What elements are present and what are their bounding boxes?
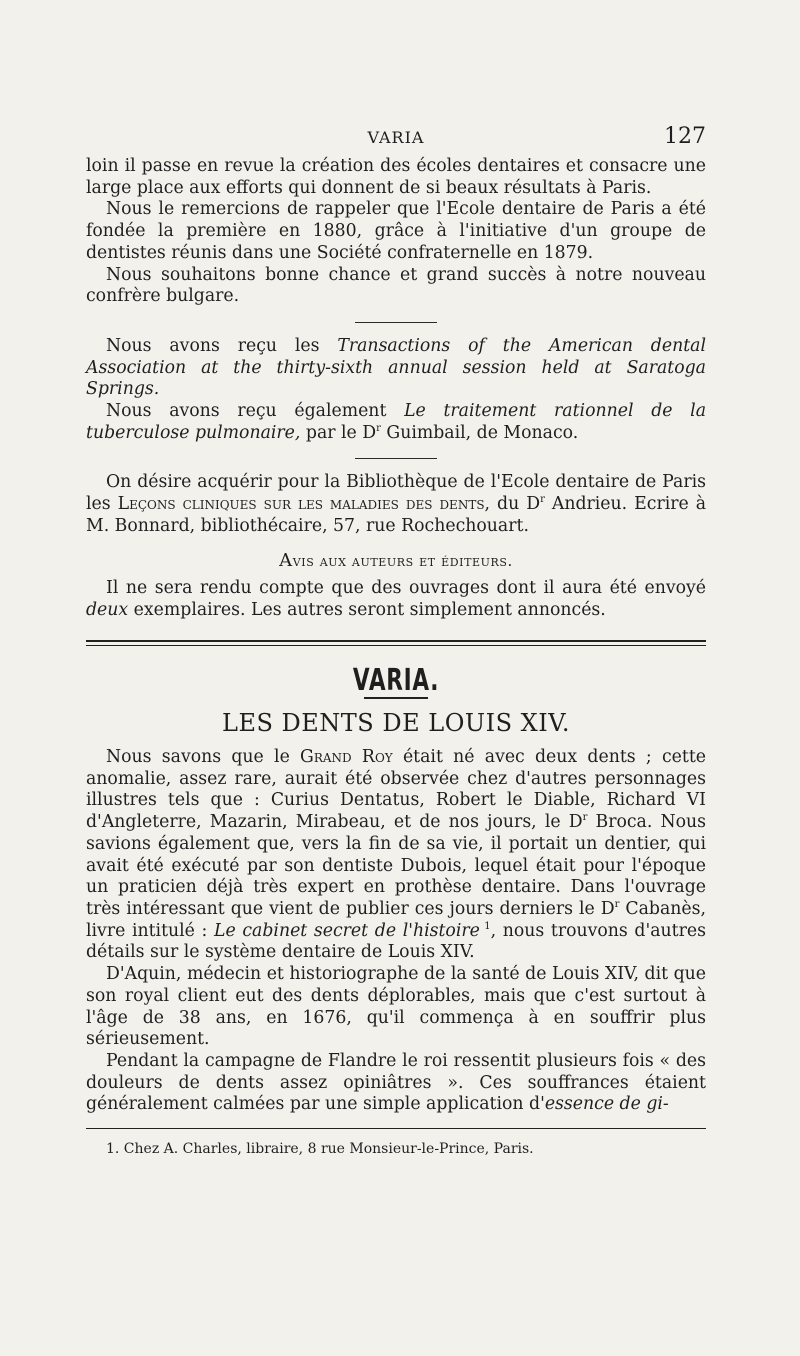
footnote-rule [86,1128,706,1129]
paragraph: On désire acquérir pour la Bibliothèque de l'Ecole dentaire de Paris les Leçons cliniques sur les maladies des dents, du $D^r$ Andrieu. Ecrire à M. Bonnard, bibliothécaire, 57, rue Rochechouart. [86,472,707,536]
separator-rule [355,458,437,459]
paragraph: Il ne sera rendu compte que des ouvrages dont il aura été envoyé deux exemplaires. Les autres seront simplement annoncés. [86,578,706,620]
title-underline [364,697,428,699]
paragraph: loin il passe en revue la création des écoles dentaires et consacre une large place aux efforts qui donnent de si beaux résultats à Paris. [86,156,706,198]
paragraph: Nous avons reçu également Le traitement rationnel de la tuberculose pulmonaire, par le $D^r$ Guimbail, de Monaco. [86,401,706,443]
section-title: VARIA. [352,662,440,698]
running-title: VARIA [367,128,425,147]
paragraph: Nous souhaitons bonne chance et grand succès à notre nouveau confrère bulgare. [86,264,706,307]
footnote: 1. Chez A. Charles, libraire, 8 rue Monsieur-le-Prince, Paris. [106,1141,534,1158]
paragraph: Nous le remercions de rappeler que l'Ecole dentaire de Paris a été fondée la première en 1880, grâce à l'initiative d'un groupe de dentistes réunis dans une Société confraternelle en 1879. [86,199,706,263]
article-title: LES DENTS DE LOUIS XIV. [222,709,570,738]
paragraph: Pendant la campagne de Flandre le roi ressentit plusieurs fois « des douleurs de dents assez opiniâtres ». Ces souffrances étaient généralement calmées par une simple application d'essence de gi- [86,1050,706,1115]
paragraph: D'Aquin, médecin et historiographe de la santé de Louis XIV, dit que son royal client eut des dents déplorables, mais que c'est surtout à l'âge de 38 ans, en 1676, qu'il commença à en souffrir plus sérieusement. [86,964,706,1050]
section-divider [86,640,706,646]
paragraph: Nous savons que le Grand Roy était né avec deux dents ; cette anomalie, assez rare, aurait été observée chez d'autres personnages illustres tels que : Curius Dentatus, Robert le Diable, Richard VI d'Angleterre, Mazarin, Mirabeau, et de nos jours, le $D^r$ Broca. Nous savions également que, vers la fin de sa vie, il portait un dentier, qui avait été exécuté par son dentiste Dubois, lequel était pour l'époque un praticien déjà très expert en prothèse dentaire. Dans l'ouvrage très intéressant que vient de publier ces jours derniers le $D^r$ Cabanès, livre intitulé : Le cabinet secret de l'histoire $^1$, nous trouvons d'autres détails sur le système dentaire de Louis XIV. [86,747,706,963]
paragraph: Nous avons reçu les Transactions of the American dental Association at the thirty-sixth annual session held at Saratoga Springs. [86,335,706,400]
separator-rule [355,322,437,323]
page-header [86,124,706,150]
page-number: 127 [664,124,706,149]
body-text [86,156,706,1161]
notice-heading: Avis aux auteurs et éditeurs. [279,549,513,571]
